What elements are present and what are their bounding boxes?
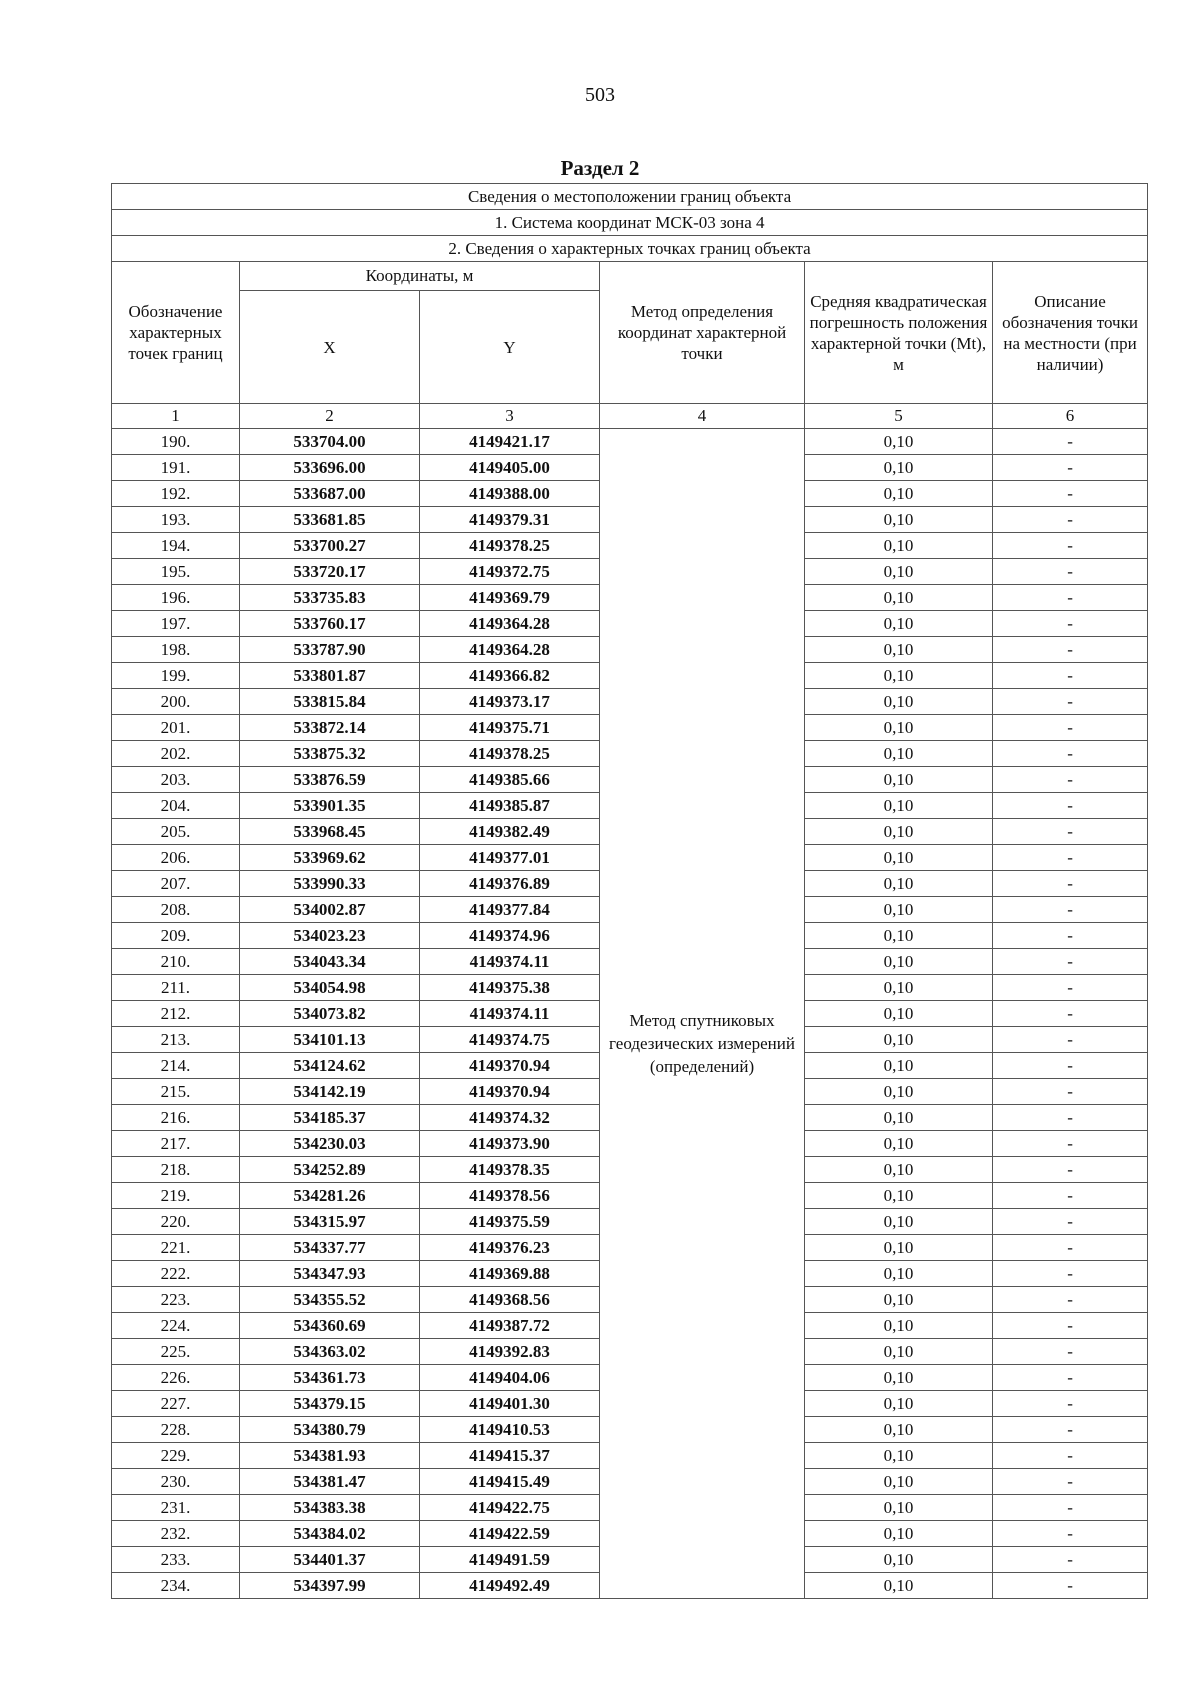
point-number: 219. [112, 1183, 240, 1209]
coord-x: 534360.69 [240, 1313, 420, 1339]
error-value: 0,10 [805, 1079, 993, 1105]
description-value: - [993, 1001, 1148, 1027]
point-number: 212. [112, 1001, 240, 1027]
point-number: 220. [112, 1209, 240, 1235]
description-value: - [993, 1261, 1148, 1287]
coord-y: 4149404.06 [420, 1365, 600, 1391]
coord-x: 534023.23 [240, 923, 420, 949]
coord-y: 4149410.53 [420, 1417, 600, 1443]
coord-x: 534383.38 [240, 1495, 420, 1521]
error-value: 0,10 [805, 1287, 993, 1313]
header-method: Метод определения координат характерной точки [600, 262, 805, 404]
error-value: 0,10 [805, 689, 993, 715]
coord-y: 4149415.37 [420, 1443, 600, 1469]
coord-x: 533700.27 [240, 533, 420, 559]
table-row [112, 429, 1148, 455]
description-value: - [993, 1235, 1148, 1261]
error-value: 0,10 [805, 507, 993, 533]
description-value: - [993, 1443, 1148, 1469]
point-number: 229. [112, 1443, 240, 1469]
error-value: 0,10 [805, 1027, 993, 1053]
coord-y: 4149492.49 [420, 1573, 600, 1599]
coord-x: 533815.84 [240, 689, 420, 715]
error-value: 0,10 [805, 533, 993, 559]
coord-x: 534355.52 [240, 1287, 420, 1313]
point-number: 224. [112, 1313, 240, 1339]
column-number: 4 [600, 404, 805, 429]
point-number: 191. [112, 455, 240, 481]
error-value: 0,10 [805, 1469, 993, 1495]
coord-x: 534101.13 [240, 1027, 420, 1053]
description-value: - [993, 1573, 1148, 1599]
coord-x: 534361.73 [240, 1365, 420, 1391]
error-value: 0,10 [805, 1209, 993, 1235]
point-number: 206. [112, 845, 240, 871]
coord-x: 533969.62 [240, 845, 420, 871]
error-value: 0,10 [805, 1183, 993, 1209]
description-value: - [993, 741, 1148, 767]
coord-y: 4149366.82 [420, 663, 600, 689]
coord-x: 533787.90 [240, 637, 420, 663]
description-value: - [993, 689, 1148, 715]
error-value: 0,10 [805, 455, 993, 481]
description-value: - [993, 871, 1148, 897]
point-number: 202. [112, 741, 240, 767]
coord-x: 534381.47 [240, 1469, 420, 1495]
description-value: - [993, 1131, 1148, 1157]
error-value: 0,10 [805, 923, 993, 949]
description-value: - [993, 845, 1148, 871]
point-number: 227. [112, 1391, 240, 1417]
error-value: 0,10 [805, 1339, 993, 1365]
error-value: 0,10 [805, 429, 993, 455]
coord-y: 4149374.11 [420, 1001, 600, 1027]
coord-x: 534315.97 [240, 1209, 420, 1235]
error-value: 0,10 [805, 1235, 993, 1261]
point-number: 195. [112, 559, 240, 585]
point-number: 199. [112, 663, 240, 689]
coord-x: 534397.99 [240, 1573, 420, 1599]
coord-y: 4149422.59 [420, 1521, 600, 1547]
point-number: 223. [112, 1287, 240, 1313]
coord-y: 4149368.56 [420, 1287, 600, 1313]
point-number: 193. [112, 507, 240, 533]
coord-y: 4149378.25 [420, 741, 600, 767]
description-value: - [993, 1079, 1148, 1105]
coord-x: 533704.00 [240, 429, 420, 455]
point-number: 230. [112, 1469, 240, 1495]
point-number: 200. [112, 689, 240, 715]
point-number: 203. [112, 767, 240, 793]
header-description: Описание обозначения точки на местности (при наличии) [993, 262, 1148, 404]
description-value: - [993, 923, 1148, 949]
coord-y: 4149374.75 [420, 1027, 600, 1053]
error-value: 0,10 [805, 1391, 993, 1417]
point-number: 218. [112, 1157, 240, 1183]
coord-y: 4149376.89 [420, 871, 600, 897]
description-value: - [993, 1339, 1148, 1365]
column-number: 5 [805, 404, 993, 429]
coord-y: 4149372.75 [420, 559, 600, 585]
description-value: - [993, 1521, 1148, 1547]
description-value: - [993, 949, 1148, 975]
point-number: 196. [112, 585, 240, 611]
error-value: 0,10 [805, 1547, 993, 1573]
point-number: 233. [112, 1547, 240, 1573]
error-value: 0,10 [805, 1573, 993, 1599]
coord-x: 533801.87 [240, 663, 420, 689]
coord-x: 534384.02 [240, 1521, 420, 1547]
error-value: 0,10 [805, 1001, 993, 1027]
description-value: - [993, 1391, 1148, 1417]
description-value: - [993, 455, 1148, 481]
point-number: 208. [112, 897, 240, 923]
description-value: - [993, 897, 1148, 923]
coord-x: 534401.37 [240, 1547, 420, 1573]
description-value: - [993, 1183, 1148, 1209]
coord-x: 533968.45 [240, 819, 420, 845]
coord-x: 533875.32 [240, 741, 420, 767]
coord-x: 534363.02 [240, 1339, 420, 1365]
coord-y: 4149377.84 [420, 897, 600, 923]
point-number: 209. [112, 923, 240, 949]
description-value: - [993, 715, 1148, 741]
point-number: 207. [112, 871, 240, 897]
table-body [112, 429, 1148, 1599]
header-y: Y [420, 291, 600, 404]
coord-y: 4149379.31 [420, 507, 600, 533]
coord-y: 4149378.35 [420, 1157, 600, 1183]
header-coordinates: Координаты, м [240, 262, 600, 291]
coord-y: 4149378.56 [420, 1183, 600, 1209]
coord-x: 534252.89 [240, 1157, 420, 1183]
error-value: 0,10 [805, 741, 993, 767]
error-value: 0,10 [805, 663, 993, 689]
error-value: 0,10 [805, 1521, 993, 1547]
coord-y: 4149364.28 [420, 611, 600, 637]
header-point-label: Обозначение характерных точек границ [112, 262, 240, 404]
error-value: 0,10 [805, 715, 993, 741]
coord-x: 534337.77 [240, 1235, 420, 1261]
coord-x: 534379.15 [240, 1391, 420, 1417]
coord-x: 534043.34 [240, 949, 420, 975]
caption-characteristic-points: 2. Сведения о характерных точках границ объекта [112, 236, 1148, 262]
point-number: 234. [112, 1573, 240, 1599]
point-number: 214. [112, 1053, 240, 1079]
description-value: - [993, 819, 1148, 845]
caption-coordinate-system: 1. Система координат МСК-03 зона 4 [112, 210, 1148, 236]
error-value: 0,10 [805, 559, 993, 585]
coord-y: 4149375.71 [420, 715, 600, 741]
coord-x: 533760.17 [240, 611, 420, 637]
coord-x: 533876.59 [240, 767, 420, 793]
coord-y: 4149377.01 [420, 845, 600, 871]
coord-x: 534142.19 [240, 1079, 420, 1105]
error-value: 0,10 [805, 481, 993, 507]
column-number: 2 [240, 404, 420, 429]
coord-y: 4149364.28 [420, 637, 600, 663]
page-number: 503 [585, 84, 615, 106]
column-number: 1 [112, 404, 240, 429]
coord-y: 4149370.94 [420, 1079, 600, 1105]
coord-x: 533720.17 [240, 559, 420, 585]
error-value: 0,10 [805, 1157, 993, 1183]
coord-y: 4149373.17 [420, 689, 600, 715]
coord-y: 4149422.75 [420, 1495, 600, 1521]
point-number: 221. [112, 1235, 240, 1261]
description-value: - [993, 1547, 1148, 1573]
caption-object-boundaries: Сведения о местоположении границ объекта [112, 184, 1148, 210]
coord-y: 4149374.11 [420, 949, 600, 975]
coord-y: 4149385.87 [420, 793, 600, 819]
coord-x: 533681.85 [240, 507, 420, 533]
description-value: - [993, 507, 1148, 533]
coord-x: 533990.33 [240, 871, 420, 897]
coord-x: 533687.00 [240, 481, 420, 507]
description-value: - [993, 767, 1148, 793]
coord-y: 4149405.00 [420, 455, 600, 481]
coord-y: 4149392.83 [420, 1339, 600, 1365]
description-value: - [993, 1417, 1148, 1443]
point-number: 204. [112, 793, 240, 819]
coord-y: 4149374.96 [420, 923, 600, 949]
coord-y: 4149375.59 [420, 1209, 600, 1235]
column-number: 3 [420, 404, 600, 429]
description-value: - [993, 559, 1148, 585]
coord-y: 4149369.88 [420, 1261, 600, 1287]
section-title: Раздел 2 [560, 156, 640, 180]
error-value: 0,10 [805, 1313, 993, 1339]
coord-x: 533872.14 [240, 715, 420, 741]
description-value: - [993, 637, 1148, 663]
coord-y: 4149374.32 [420, 1105, 600, 1131]
coord-y: 4149387.72 [420, 1313, 600, 1339]
description-value: - [993, 1365, 1148, 1391]
description-value: - [993, 1495, 1148, 1521]
coord-y: 4149370.94 [420, 1053, 600, 1079]
error-value: 0,10 [805, 897, 993, 923]
error-value: 0,10 [805, 871, 993, 897]
point-number: 222. [112, 1261, 240, 1287]
coord-x: 534054.98 [240, 975, 420, 1001]
coord-y: 4149373.90 [420, 1131, 600, 1157]
boundary-points-table [111, 183, 1148, 1599]
coord-y: 4149491.59 [420, 1547, 600, 1573]
coord-x: 533901.35 [240, 793, 420, 819]
error-value: 0,10 [805, 949, 993, 975]
point-number: 201. [112, 715, 240, 741]
coord-x: 533735.83 [240, 585, 420, 611]
error-value: 0,10 [805, 845, 993, 871]
description-value: - [993, 975, 1148, 1001]
description-value: - [993, 585, 1148, 611]
description-value: - [993, 1053, 1148, 1079]
coord-y: 4149369.79 [420, 585, 600, 611]
coord-x: 534124.62 [240, 1053, 420, 1079]
point-number: 215. [112, 1079, 240, 1105]
coord-x: 533696.00 [240, 455, 420, 481]
point-number: 190. [112, 429, 240, 455]
error-value: 0,10 [805, 1417, 993, 1443]
coord-x: 534002.87 [240, 897, 420, 923]
coord-x: 534380.79 [240, 1417, 420, 1443]
point-number: 197. [112, 611, 240, 637]
description-value: - [993, 1209, 1148, 1235]
error-value: 0,10 [805, 585, 993, 611]
point-number: 192. [112, 481, 240, 507]
error-value: 0,10 [805, 793, 993, 819]
coord-y: 4149385.66 [420, 767, 600, 793]
point-number: 217. [112, 1131, 240, 1157]
description-value: - [993, 1157, 1148, 1183]
column-number: 6 [993, 404, 1148, 429]
description-value: - [993, 1313, 1148, 1339]
error-value: 0,10 [805, 1053, 993, 1079]
point-number: 210. [112, 949, 240, 975]
point-number: 228. [112, 1417, 240, 1443]
description-value: - [993, 481, 1148, 507]
coord-y: 4149376.23 [420, 1235, 600, 1261]
point-number: 225. [112, 1339, 240, 1365]
error-value: 0,10 [805, 1261, 993, 1287]
description-value: - [993, 793, 1148, 819]
point-number: 211. [112, 975, 240, 1001]
error-value: 0,10 [805, 975, 993, 1001]
description-value: - [993, 1027, 1148, 1053]
coord-y: 4149401.30 [420, 1391, 600, 1417]
description-value: - [993, 1469, 1148, 1495]
error-value: 0,10 [805, 1365, 993, 1391]
point-number: 231. [112, 1495, 240, 1521]
description-value: - [993, 663, 1148, 689]
point-number: 205. [112, 819, 240, 845]
coord-y: 4149415.49 [420, 1469, 600, 1495]
coord-x: 534347.93 [240, 1261, 420, 1287]
coord-y: 4149378.25 [420, 533, 600, 559]
point-number: 213. [112, 1027, 240, 1053]
coord-y: 4149421.17 [420, 429, 600, 455]
point-number: 198. [112, 637, 240, 663]
error-value: 0,10 [805, 611, 993, 637]
header-x: X [240, 291, 420, 404]
description-value: - [993, 1105, 1148, 1131]
method-cell: Метод спутниковых геодезических измерений (определений) [600, 429, 805, 1599]
error-value: 0,10 [805, 637, 993, 663]
coord-x: 534073.82 [240, 1001, 420, 1027]
error-value: 0,10 [805, 1495, 993, 1521]
description-value: - [993, 533, 1148, 559]
coord-y: 4149388.00 [420, 481, 600, 507]
error-value: 0,10 [805, 767, 993, 793]
point-number: 226. [112, 1365, 240, 1391]
point-number: 216. [112, 1105, 240, 1131]
error-value: 0,10 [805, 819, 993, 845]
error-value: 0,10 [805, 1443, 993, 1469]
coord-x: 534281.26 [240, 1183, 420, 1209]
coord-x: 534381.93 [240, 1443, 420, 1469]
point-number: 194. [112, 533, 240, 559]
coord-y: 4149375.38 [420, 975, 600, 1001]
header-error: Средняя квадратическая погрешность положения характерной точки (Mt), м [805, 262, 993, 404]
coord-x: 534185.37 [240, 1105, 420, 1131]
error-value: 0,10 [805, 1105, 993, 1131]
coord-x: 534230.03 [240, 1131, 420, 1157]
description-value: - [993, 611, 1148, 637]
description-value: - [993, 1287, 1148, 1313]
description-value: - [993, 429, 1148, 455]
error-value: 0,10 [805, 1131, 993, 1157]
coord-y: 4149382.49 [420, 819, 600, 845]
point-number: 232. [112, 1521, 240, 1547]
